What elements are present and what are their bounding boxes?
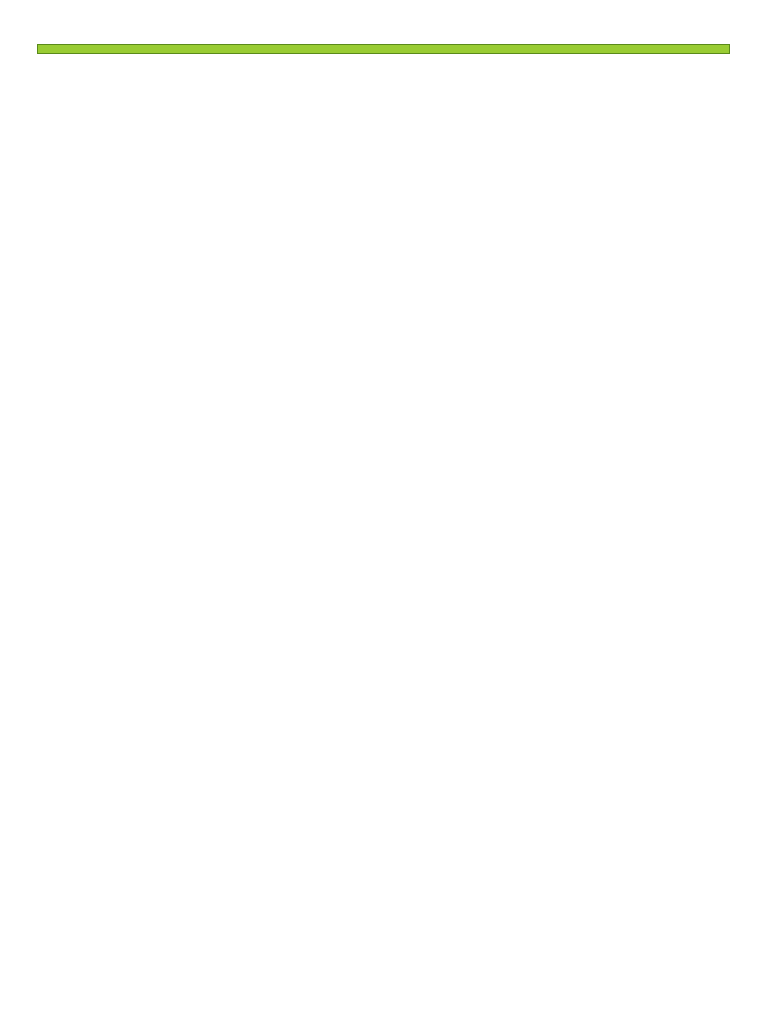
sheet-title	[37, 44, 730, 54]
repeater-sheet	[37, 44, 730, 54]
